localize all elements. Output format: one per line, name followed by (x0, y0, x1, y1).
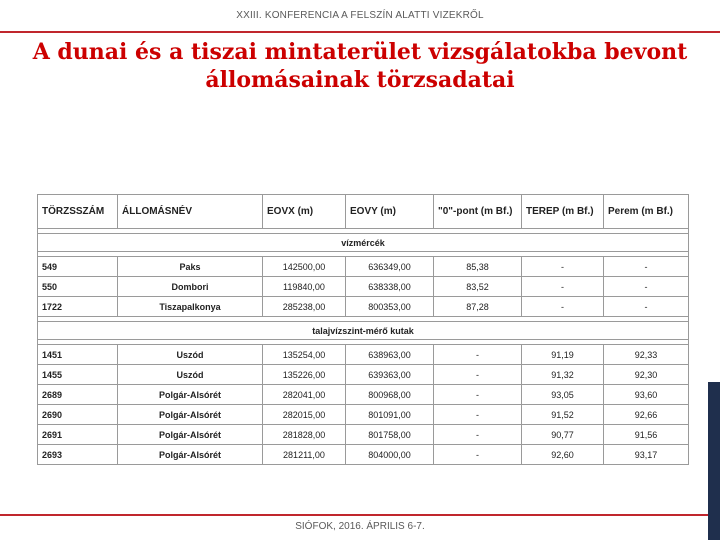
top-divider (0, 31, 720, 33)
table-cell: 638963,00 (346, 345, 434, 365)
table-row (38, 257, 689, 277)
table-cell: Polgár-Alsórét (118, 445, 263, 465)
table-cell: 92,33 (604, 345, 689, 365)
table-cell: 92,30 (604, 365, 689, 385)
table-cell: 636349,00 (346, 257, 434, 277)
table-row (38, 405, 689, 425)
table-cell: - (434, 345, 522, 365)
table-cell: 800353,00 (346, 297, 434, 317)
table-cell: Tiszapalkonya (118, 297, 263, 317)
table-cell: - (434, 365, 522, 385)
table-cell: 2691 (38, 425, 118, 445)
table-cell: - (522, 297, 604, 317)
station-data-table (37, 194, 689, 465)
conference-footer: SIÓFOK, 2016. ÁPRILIS 6-7. (295, 521, 425, 532)
table-cell: 801091,00 (346, 405, 434, 425)
table-cell: 91,19 (522, 345, 604, 365)
table-cell: 550 (38, 277, 118, 297)
table-cell: 1722 (38, 297, 118, 317)
title-line-1: A dunai és a tiszai mintaterület vizsgálatokba bevont (32, 39, 688, 65)
table-cell: 93,60 (604, 385, 689, 405)
table-cell: 135254,00 (263, 345, 346, 365)
table-cell: 83,52 (434, 277, 522, 297)
table-cell: 638338,00 (346, 277, 434, 297)
table-cell: 282015,00 (263, 405, 346, 425)
table-cell: - (604, 277, 689, 297)
table-cell: - (434, 425, 522, 445)
table-cell: Uszód (118, 365, 263, 385)
table-cell: 119840,00 (263, 277, 346, 297)
table-cell: 93,17 (604, 445, 689, 465)
conference-header: XXIII. KONFERENCIA A FELSZÍN ALATTI VIZEKRŐL (236, 10, 484, 21)
table-cell: - (604, 257, 689, 277)
table-cell: 87,28 (434, 297, 522, 317)
table-cell: 135226,00 (263, 365, 346, 385)
table-row (38, 445, 689, 465)
table-cell: 91,52 (522, 405, 604, 425)
table-cell: Uszód (118, 345, 263, 365)
column-header: ÁLLOMÁSNÉV (118, 195, 263, 229)
table-cell: 549 (38, 257, 118, 277)
table-cell: 92,60 (522, 445, 604, 465)
side-accent-bar (708, 382, 720, 540)
table-cell: 281211,00 (263, 445, 346, 465)
table-cell: Polgár-Alsórét (118, 405, 263, 425)
slide-title (20, 38, 700, 94)
table-cell: 281828,00 (263, 425, 346, 445)
column-header: EOVX (m) (263, 195, 346, 229)
column-header: TÖRZSSZÁM (38, 195, 118, 229)
section-header-row (38, 322, 689, 340)
title-line-2: állomásainak törzsadatai (205, 67, 515, 93)
table-cell: - (434, 445, 522, 465)
table-cell: 2693 (38, 445, 118, 465)
table-cell: - (604, 297, 689, 317)
table-row (38, 297, 689, 317)
table-cell: - (434, 385, 522, 405)
table-cell: Polgár-Alsórét (118, 385, 263, 405)
table-row (38, 345, 689, 365)
table-row (38, 385, 689, 405)
table-cell: 91,56 (604, 425, 689, 445)
table-row (38, 425, 689, 445)
column-header: "0"-pont (m Bf.) (434, 195, 522, 229)
table-cell: 2690 (38, 405, 118, 425)
table-cell: - (522, 277, 604, 297)
table-cell: 92,66 (604, 405, 689, 425)
column-header: Perem (m Bf.) (604, 195, 689, 229)
table-cell: 1455 (38, 365, 118, 385)
table-cell: 285238,00 (263, 297, 346, 317)
table-cell: 1451 (38, 345, 118, 365)
table-cell: 142500,00 (263, 257, 346, 277)
section-title: talajvízszint-mérő kutak (38, 322, 689, 340)
table-cell: 91,32 (522, 365, 604, 385)
table-cell: 800968,00 (346, 385, 434, 405)
table-header-row (38, 195, 689, 229)
table-cell: 804000,00 (346, 445, 434, 465)
table-cell: 639363,00 (346, 365, 434, 385)
table-cell: - (434, 405, 522, 425)
section-title: vízmércék (38, 234, 689, 252)
table-cell: 93,05 (522, 385, 604, 405)
section-header-row (38, 234, 689, 252)
bottom-divider (0, 514, 708, 516)
table-cell: 282041,00 (263, 385, 346, 405)
table-cell: 801758,00 (346, 425, 434, 445)
table-cell: 2689 (38, 385, 118, 405)
table-cell: Polgár-Alsórét (118, 425, 263, 445)
table-cell: 85,38 (434, 257, 522, 277)
table-cell: 90,77 (522, 425, 604, 445)
column-header: EOVY (m) (346, 195, 434, 229)
table-cell: Paks (118, 257, 263, 277)
table-row (38, 277, 689, 297)
table-cell: - (522, 257, 604, 277)
column-header: TEREP (m Bf.) (522, 195, 604, 229)
table-row (38, 365, 689, 385)
table-cell: Dombori (118, 277, 263, 297)
